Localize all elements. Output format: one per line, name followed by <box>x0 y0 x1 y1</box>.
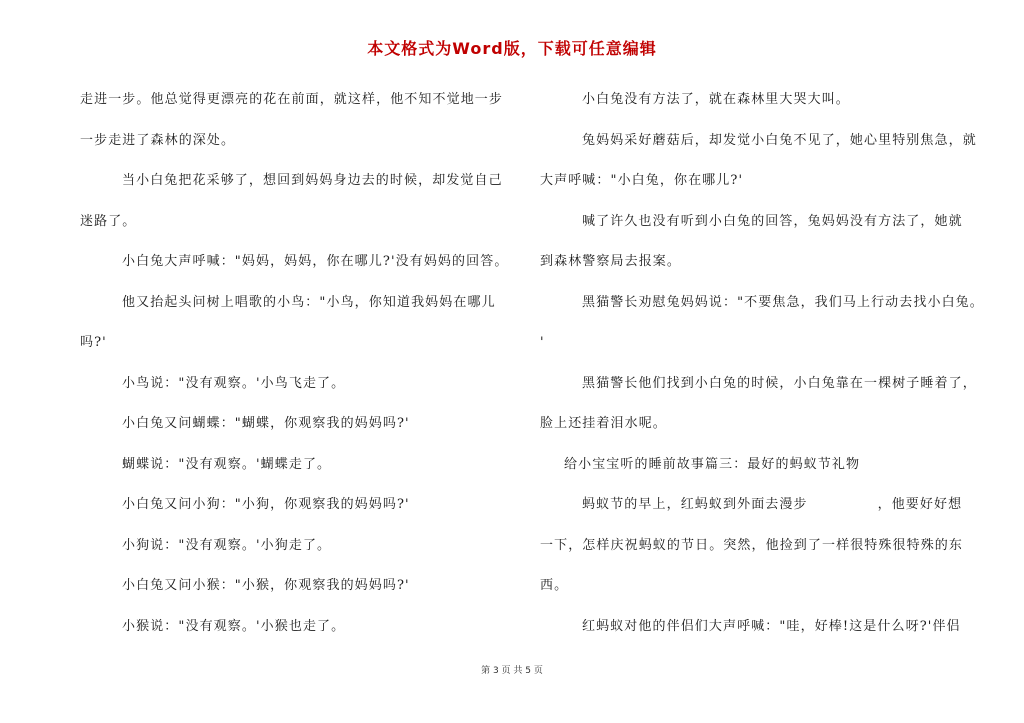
text-line: 蝴蝶说："没有观察。'蝴蝶走了。 <box>122 456 332 472</box>
right-column <box>540 80 984 647</box>
text-line: 走进一步。他总觉得更漂亮的花在前面，就这样，他不知不觉地一步 <box>80 92 504 107</box>
text-line: 黑猫警长他们找到小白兔的时候，小白兔靠在一棵树子睡着了， <box>582 375 977 391</box>
text-line: 小白兔没有方法了，就在森林里大哭大叫。 <box>582 92 850 107</box>
text-line: 吗?' <box>80 335 107 350</box>
text-line: 一下，怎样庆祝蚂蚁的节日。突然，他捡到了一样很特殊很特殊的东 <box>540 537 964 553</box>
text-line: 小猴说："没有观察。'小猴也走了。 <box>122 618 346 634</box>
section-title: 给小宝宝听的睡前故事篇三：最好的蚂蚁节礼物 <box>564 456 861 472</box>
text-fragment: 蚂蚁节的早上，红蚂蚁到外面去漫步 <box>582 497 808 512</box>
text-fragment: ，他要好好想 <box>877 497 963 512</box>
text-line: 到森林警察局去报案。 <box>540 254 682 269</box>
text-line: 迷路了。 <box>80 213 137 229</box>
text-line: 大声呼喊："小白兔，你在哪儿?' <box>540 173 744 188</box>
text-line: 黑猫警长劝慰兔妈妈说："不要焦急，我们马上行动去找小白兔。 <box>582 294 984 310</box>
text-line: 脸上还挂着泪水呢。 <box>540 416 667 431</box>
text-line: 小鸟说："没有观察。'小鸟飞走了。 <box>122 375 346 391</box>
text-line: 当小白兔把花采够了，想回到妈妈身边去的时候，却发觉自己 <box>122 173 503 188</box>
text-line: 一步走进了森林的深处。 <box>80 132 236 148</box>
text-line: 西。 <box>540 578 569 593</box>
page-number: 第 3 页 共 5 页 <box>481 666 543 676</box>
text-line <box>540 485 963 526</box>
text-line: 小白兔大声呼喊："妈妈，妈妈，你在哪儿?'没有妈妈的回答。 <box>122 254 509 269</box>
text-line: 红蚂蚁对他的伴侣们大声呼喊："哇，好棒!这是什么呀?'伴侣 <box>582 618 961 634</box>
text-line: 小白兔又问小狗："小狗，你观察我的妈妈吗?' <box>122 497 410 512</box>
document-header: 本文格式为Word版，下载可任意编辑 <box>367 39 657 58</box>
left-column <box>80 80 509 647</box>
text-line: ' <box>540 335 545 350</box>
text-line: 他又抬起头问树上唱歌的小鸟："小鸟，你知道我妈妈在哪儿 <box>122 294 496 310</box>
text-line: 喊了许久也没有听到小白兔的回答，兔妈妈没有方法了，她就 <box>582 213 963 229</box>
text-line: 小狗说："没有观察。'小狗走了。 <box>122 537 332 553</box>
text-line: 兔妈妈采好蘑菇后，却发觉小白兔不见了，她心里特别焦急，就 <box>582 132 977 148</box>
text-line: 小白兔又问蝴蝶："蝴蝶，你观察我的妈妈吗?' <box>122 416 410 431</box>
text-line: 小白兔又问小猴："小猴，你观察我的妈妈吗?' <box>122 578 410 593</box>
